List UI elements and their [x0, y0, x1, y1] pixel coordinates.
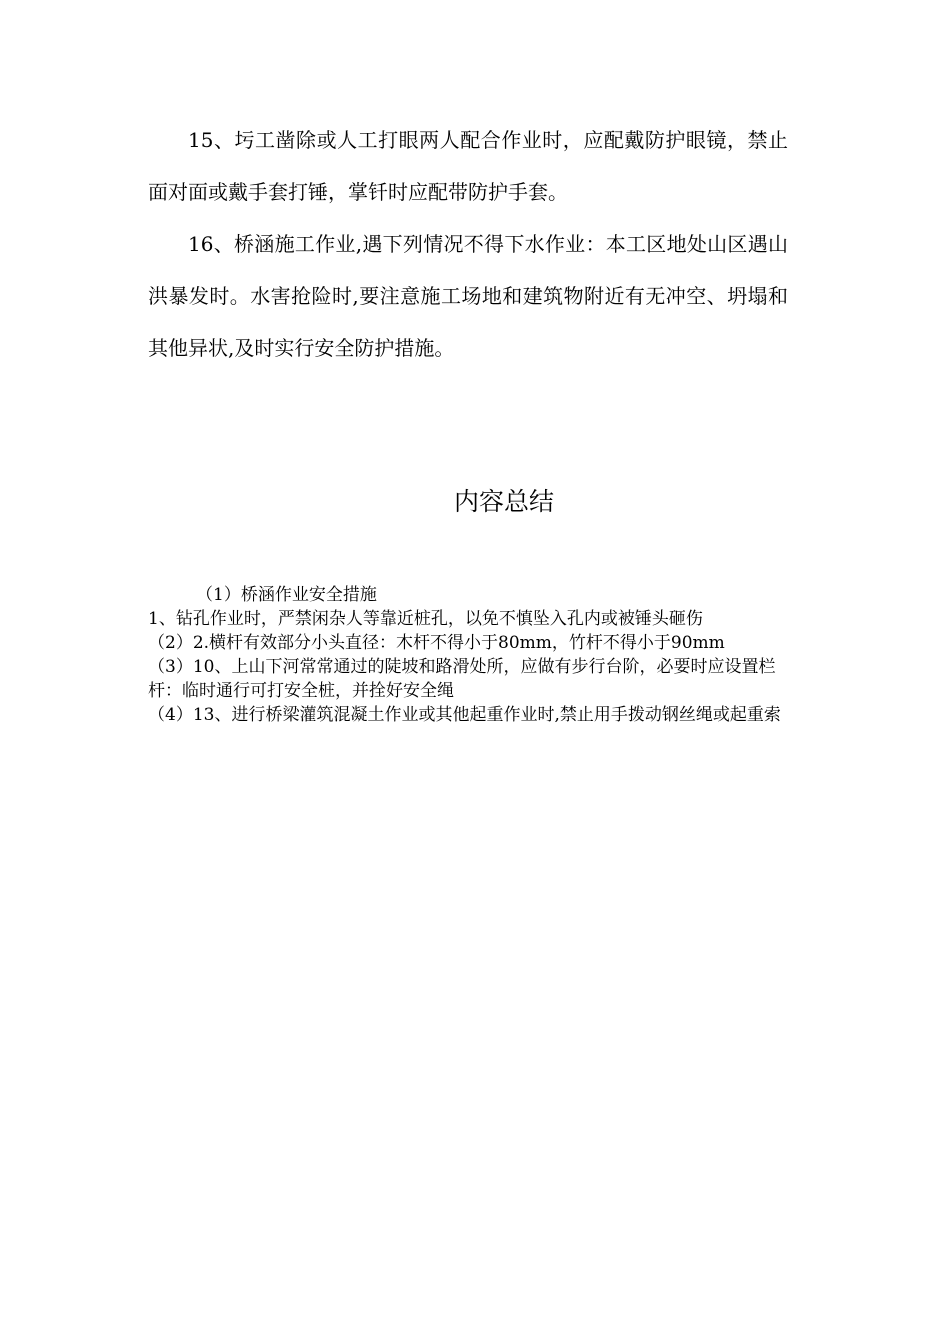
summary-item: （2）2.横杆有效部分小头直径：木杆不得小于80mm，竹杆不得小于90mm	[148, 633, 725, 653]
paragraph-16: 16、桥涵施工作业,遇下列情况不得下水作业：本工区地处山区遇山洪暴发时。水害抢险时,要注意施工场地和建筑物附近有无冲空、坍塌和其他异状,及时实行安全防护措施。	[148, 232, 788, 360]
summary-item: 1、钻孔作业时，严禁闲杂人等靠近桩孔，以免不慎坠入孔内或被锤头砸伤	[148, 609, 703, 629]
body-text	[148, 114, 788, 374]
summary-title: 内容总结	[453, 487, 554, 516]
summary-item: （4）13、进行桥梁灌筑混凝土作业或其他起重作业时,禁止用手拨动钢丝绳或起重索	[148, 705, 781, 725]
summary-heading: （1）桥涵作业安全措施	[196, 585, 377, 605]
paragraph-15: 15、圬工凿除或人工打眼两人配合作业时，应配戴防护眼镜，禁止面对面或戴手套打锤，掌钎时应配带防护手套。	[148, 128, 788, 204]
summary-item: （3）10、上山下河常常通过的陡坡和路滑处所，应做有步行台阶，必要时应设置栏杆：临时通行可打安全桩，并拴好安全绳	[148, 657, 776, 701]
summary-section	[148, 583, 788, 727]
